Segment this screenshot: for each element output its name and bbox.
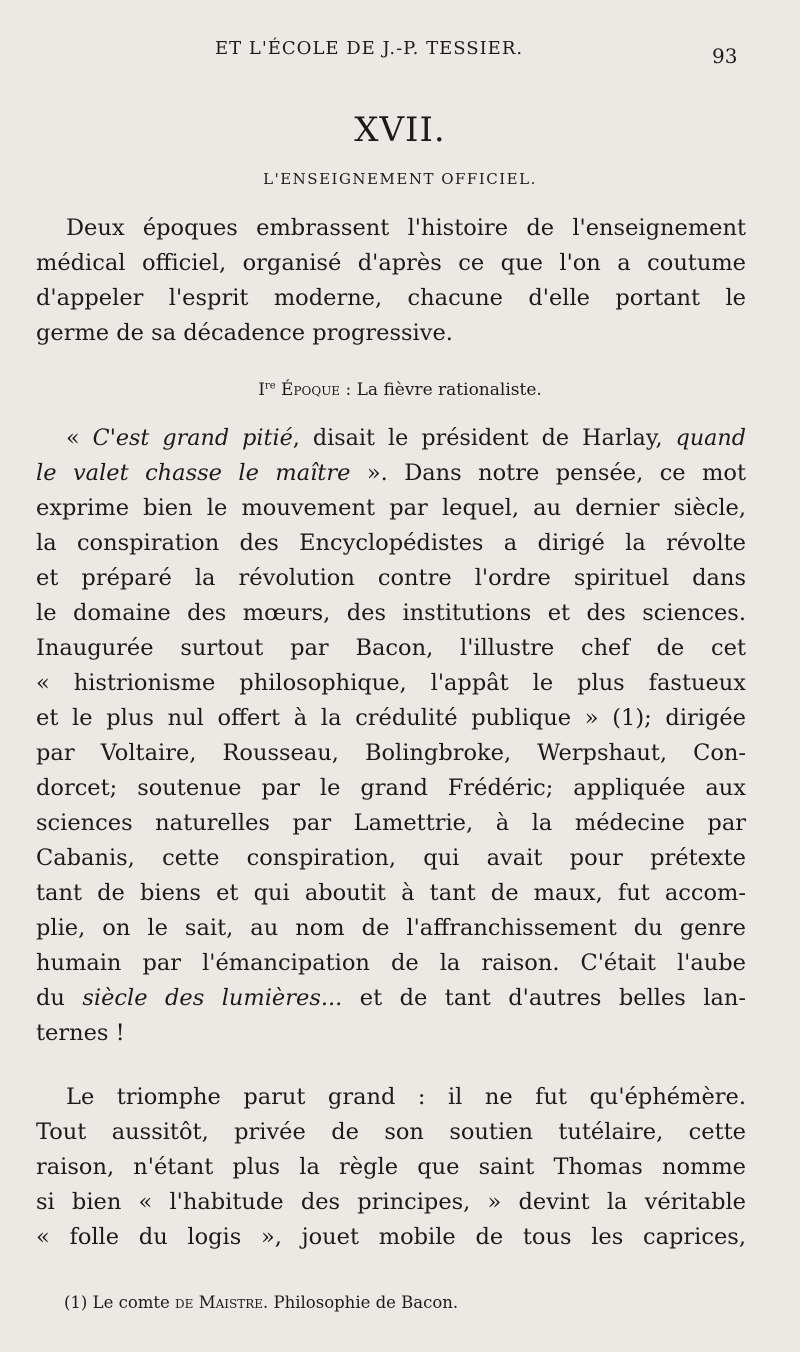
footnote-marker: (1) Le comte bbox=[64, 1293, 176, 1312]
text-line: plie, on le sait, au nom de l'affranchissement du genre bbox=[36, 915, 746, 941]
text-segment: et de tant d'autres belles lan- bbox=[342, 985, 746, 1011]
italic-phrase: siècle des lumières... bbox=[82, 985, 343, 1011]
text-line: Cabanis, cette conspiration, qui avait pour prétexte bbox=[36, 845, 746, 871]
text-line: Inaugurée surtout par Bacon, l'illustre chef de cet bbox=[36, 635, 746, 661]
text-line: « folle du logis », jouet mobile de tous les caprices, bbox=[36, 1224, 746, 1250]
text-line: et le plus nul offert à la crédulité publique » (1); dirigée bbox=[36, 705, 746, 731]
running-title: ET L'ÉCOLE DE J.-P. TESSIER. bbox=[215, 38, 524, 59]
paragraph-closing bbox=[36, 1080, 746, 1255]
text-line: germe de sa décadence progressive. bbox=[36, 320, 453, 346]
text-line bbox=[36, 981, 746, 1016]
chapter-number: XVII. bbox=[354, 110, 446, 150]
text-line: humain par l'émancipation de la raison. C'était l'aube bbox=[36, 950, 746, 976]
epoch-heading bbox=[0, 380, 800, 400]
quote-italic: C'est grand pitié bbox=[92, 425, 293, 451]
text-line: le domaine des mœurs, des institutions et des sciences. bbox=[36, 600, 746, 626]
text-line: raison, n'étant plus la règle que saint Thomas nomme bbox=[36, 1154, 746, 1180]
text-line: sciences naturelles par Lamettrie, à la médecine par bbox=[36, 810, 746, 836]
text-line: exprime bien le mouvement par lequel, au dernier siècle, bbox=[36, 495, 746, 521]
text-line: médical officiel, organisé d'après ce que l'on a coutume bbox=[36, 250, 746, 276]
quote-open: « bbox=[66, 425, 93, 451]
epoch-label: Époque bbox=[281, 380, 341, 400]
quote-attribution: , disait le président de Harlay, bbox=[292, 425, 676, 451]
footnote bbox=[64, 1293, 458, 1312]
quote-italic-end: le valet chasse le maître bbox=[36, 460, 351, 486]
paragraph-main bbox=[36, 421, 746, 1051]
text-line: d'appeler l'esprit moderne, chacune d'elle portant le bbox=[36, 285, 746, 311]
page-number: 93 bbox=[712, 44, 738, 68]
quote-italic-continued: quand bbox=[675, 425, 746, 451]
epoch-number: I bbox=[258, 380, 265, 400]
text-line: si bien « l'habitude des principes, » devint la véritable bbox=[36, 1189, 746, 1215]
text-line: Deux époques embrassent l'histoire de l'enseignement bbox=[66, 215, 746, 241]
footnote-author-prefix: de bbox=[175, 1293, 194, 1312]
text-line: dorcet; soutenue par le grand Frédéric; appliquée aux bbox=[36, 775, 746, 801]
text-line bbox=[36, 421, 746, 456]
paragraph-intro bbox=[36, 211, 746, 351]
text-line: tant de biens et qui aboutit à tant de maux, fut accom- bbox=[36, 880, 746, 906]
text-segment: ». Dans notre pensée, ce mot bbox=[350, 460, 746, 486]
text-line bbox=[36, 456, 746, 491]
footnote-author: Maistre bbox=[198, 1293, 264, 1312]
text-line: ternes ! bbox=[36, 1020, 125, 1046]
text-line: « histrionisme philosophique, l'appât le plus fastueux bbox=[36, 670, 746, 696]
footnote-text: . Philosophie de Bacon. bbox=[263, 1293, 459, 1312]
text-line: Tout aussitôt, privée de son soutien tutélaire, cette bbox=[36, 1119, 746, 1145]
text-line: Le triomphe parut grand : il ne fut qu'éphémère. bbox=[66, 1084, 746, 1110]
epoch-subtitle: : La fièvre rationaliste. bbox=[340, 380, 542, 400]
running-header bbox=[0, 34, 800, 74]
chapter-title: L'ENSEIGNEMENT OFFICIEL. bbox=[263, 170, 537, 188]
text-line: la conspiration des Encyclopédistes a dirigé la révolte bbox=[36, 530, 746, 556]
text-line: par Voltaire, Rousseau, Bolingbroke, Werpshaut, Con- bbox=[36, 740, 746, 766]
text-line: et préparé la révolution contre l'ordre spirituel dans bbox=[36, 565, 746, 591]
text-segment: du bbox=[36, 985, 83, 1011]
epoch-number-suffix: re bbox=[264, 380, 276, 392]
